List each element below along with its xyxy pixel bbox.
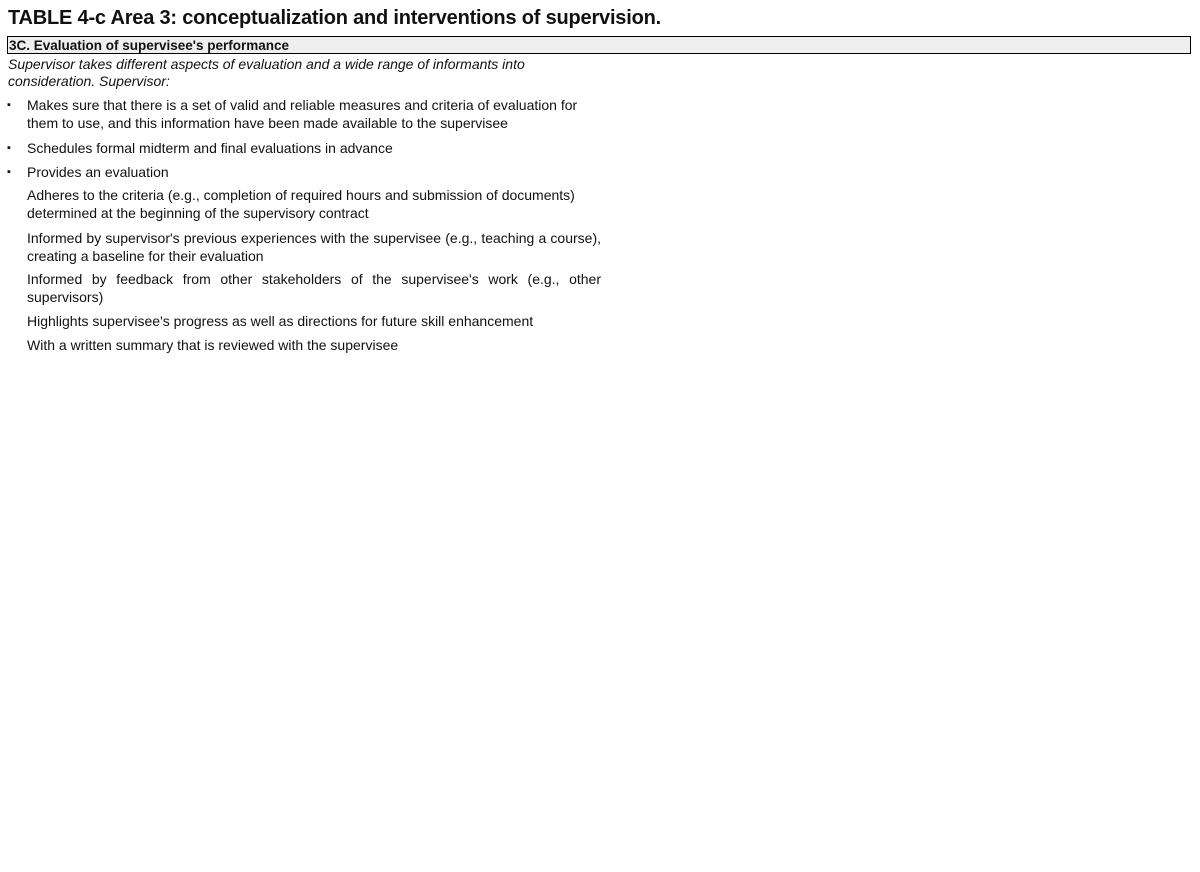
section-header xyxy=(7,36,1191,54)
section-intro: Supervisor takes different aspects of evaluation and a wide range of informants into consideration. Supervisor: xyxy=(8,56,525,89)
list-item-text: Provides an evaluation xyxy=(27,164,169,180)
bullet-icon: ▪ xyxy=(7,99,11,111)
list-item-text: Adheres to the criteria (e.g., completion of required hours and submission of documents) determined at the beginning of the supervisory contract xyxy=(27,187,575,221)
list-item-text: Schedules formal midterm and final evaluations in advance xyxy=(27,140,393,156)
list-item-text: Informed by supervisor's previous experiences with the supervisee (e.g., teaching a course), creating a baseline for their evaluation xyxy=(27,230,601,264)
list-item-text: Informed by feedback from other stakeholders of the supervisee's work (e.g., other supervisors) xyxy=(27,271,601,305)
bullet-icon: ▪ xyxy=(7,142,11,154)
list-item-text: Highlights supervisee's progress as well as directions for future skill enhancement xyxy=(27,313,534,329)
page-title: TABLE 4-c Area 3: conceptualization and interventions of supervision. xyxy=(8,7,661,29)
section-header-label: 3C. Evaluation of supervisee's performance xyxy=(9,38,290,53)
list-item-text: With a written summary that is reviewed with the supervisee xyxy=(27,337,399,353)
bullet-icon: ▪ xyxy=(7,166,11,178)
list-item-text: Makes sure that there is a set of valid and reliable measures and criteria of evaluation for them to use, and this information have been made available to the supervisee xyxy=(27,97,578,131)
